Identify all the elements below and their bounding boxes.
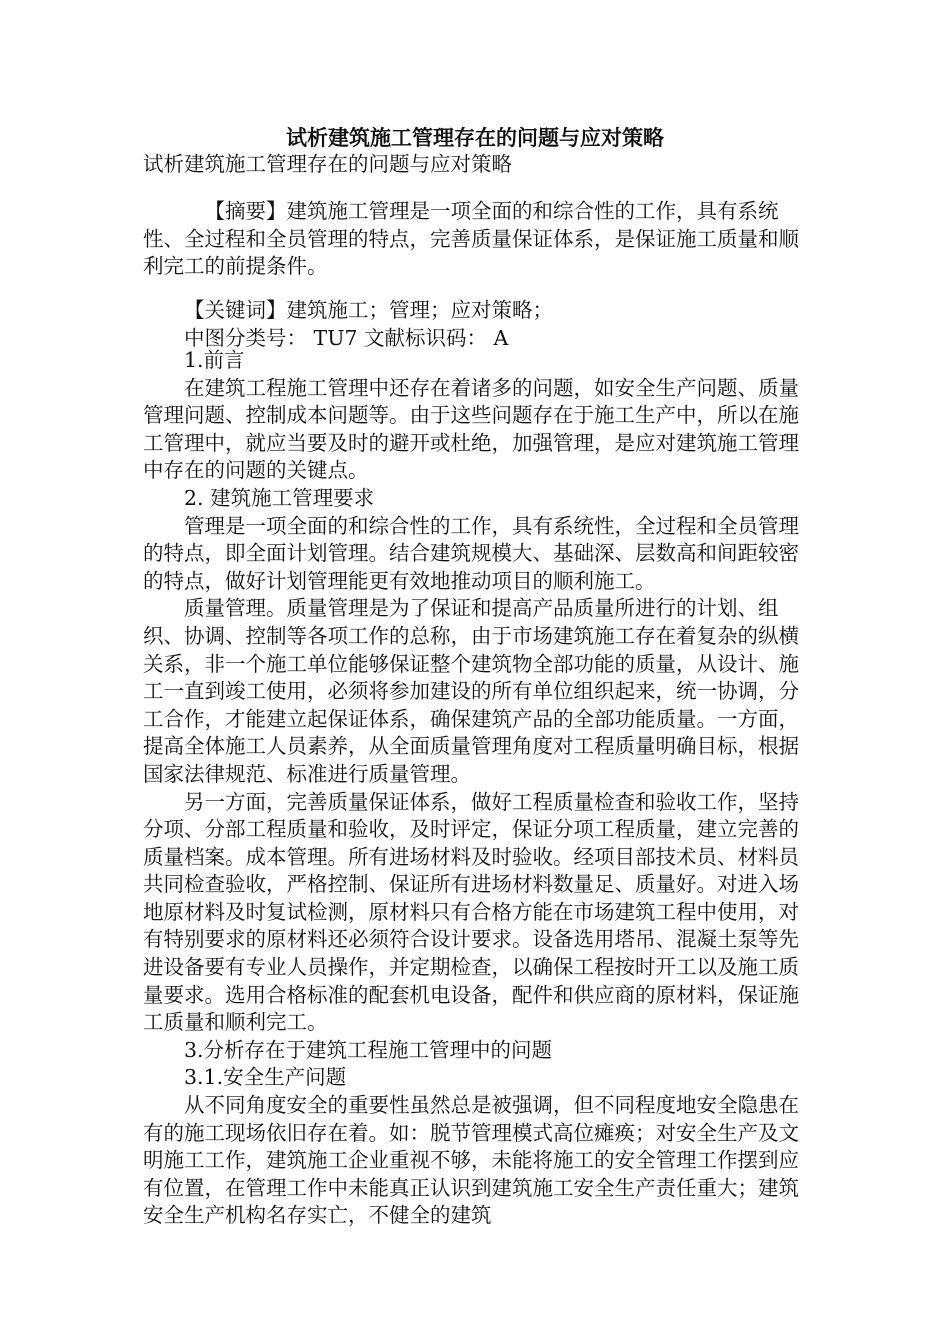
section-heading-problems: 3.分析存在于建筑工程施工管理中的问题 — [184, 1037, 553, 1062]
keywords-line: 【关键词】建筑施工；管理；应对策略； — [184, 298, 553, 322]
body-paragraph: 在建筑工程施工管理中还存在着诸多的问题，如安全生产问题、质量管理问题、控制成本问题等。由于这些问题存在于施工生产中，所以在施工管理中，就应当要及时的避开或杜绝，加强管理，是应对建筑施工管理中存在的问题的关键点。 — [143, 375, 799, 483]
body-paragraph: 另一方面，完善质量保证体系，做好工程质量检查和验收工作，坚持分项、分部工程质量和验收，及时评定，保证分项工程质量，建立完善的质量档案。成本管理。所有进场材料及时验收。经项目部技术员、材料员共同检查验收，严格控制、保证所有进场材料数量足、质量好。对进入场地原材料及时复试检测，原材料只有合格方能在市场建筑工程中使用，对有特别要求的原材料还必须符合设计要求。设备选用塔吊、混凝土泵等先进设备要有专业人员操作，并定期检查，以确保工程按时开工以及施工质量要求。选用合格标准的配套机电设备，配件和供应商的原材料，保证施工质量和顺利完工。 — [143, 789, 799, 1035]
section-heading-requirements: 2. 建筑施工管理要求 — [184, 485, 375, 510]
document-title: 试析建筑施工管理存在的问题与应对策略 — [286, 126, 664, 150]
abstract-paragraph: 【摘要】建筑施工管理是一项全面的和综合性的工作，具有系统性、全过程和全员管理的特点，完善质量保证体系，是保证施工质量和顺利完工的前提条件。 — [143, 199, 799, 279]
body-content — [143, 347, 811, 1230]
subsection-heading-safety: 3.1.安全生产问题 — [184, 1065, 347, 1090]
document-subtitle: 试析建筑施工管理存在的问题与应对策略 — [143, 152, 512, 176]
body-paragraph: 从不同角度安全的重要性虽然总是被强调，但不同程度地安全隐患在有的施工现场依旧存在着。如：脱节管理模式高位瘫痪；对安全生产及文明施工工作，建筑施工企业重视不够，未能将施工的安全管理工作摆到应有位置，在管理工作中未能真正认识到建筑施工安全生产责任重大；建筑安全生产机构名存实亡，不健全的建筑 — [143, 1093, 799, 1228]
classification-line: 中图分类号： TU7 文献标识码： A — [184, 326, 509, 350]
section-heading-intro: 1.前言 — [184, 348, 245, 372]
body-paragraph: 质量管理。质量管理是为了保证和提高产品质量所进行的计划、组织、协调、控制等各项工作的总称，由于市场建筑施工存在着复杂的纵横关系，非一个施工单位能够保证整个建筑物全部功能的质量，从设计、施工一直到竣工使用，必须将参加建设的所有单位组织起来，统一协调，分工合作，才能建立起保证体系，确保建筑产品的全部功能质量。一方面，提高全体施工人员素养，从全面质量管理角度对工程质量明确目标，根据国家法律规范、标准进行质量管理。 — [143, 596, 799, 786]
body-paragraph: 管理是一项全面的和综合性的工作，具有系统性，全过程和全员管理的特点，即全面计划管理。结合建筑规模大、基础深、层数高和间距较密的特点，做好计划管理能更有效地推动项目的顺利施工。 — [143, 513, 799, 593]
